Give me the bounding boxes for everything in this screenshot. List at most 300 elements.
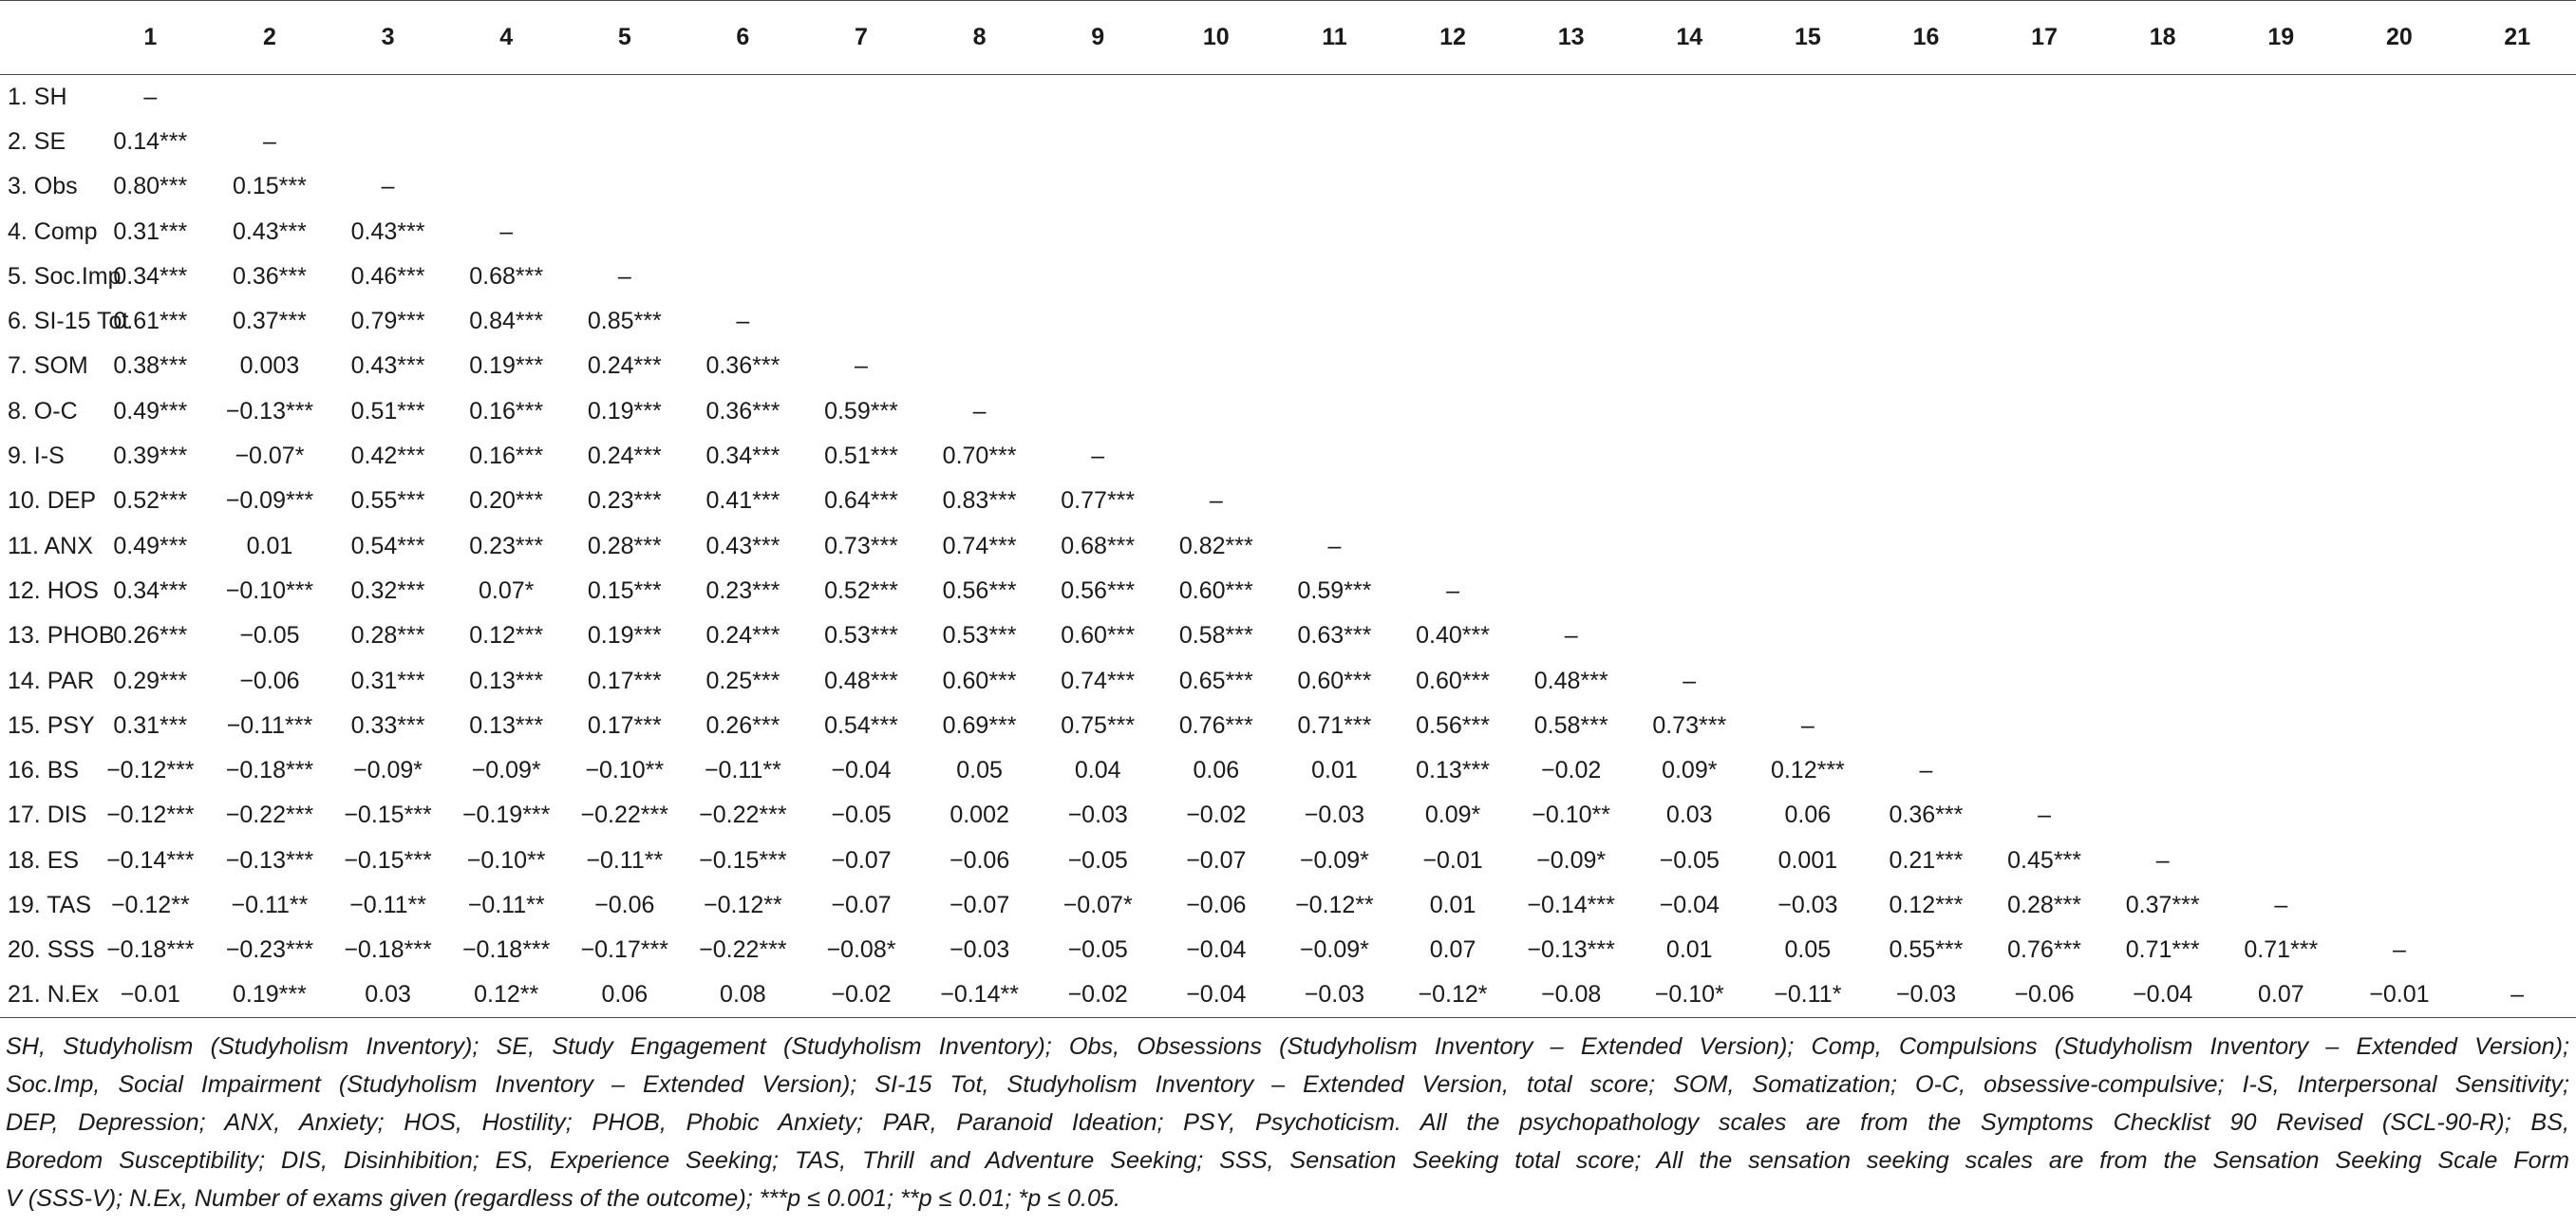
empty-cell: [1749, 389, 1868, 434]
table-cell: −0.14***: [106, 846, 195, 874]
table-cell: 0.002: [950, 802, 1009, 829]
empty-cell: [329, 75, 447, 120]
empty-cell: [1275, 299, 1394, 344]
footnote-line: Boredom Susceptibility; DIS, Disinhibition; ES, Experience Seeking; TAS, Thrill and Adventure Seeking; SSS, Sensation Seeking total score; All the sensation seeking scales are from the Sensation Seeking Scale Form: [6, 1147, 2569, 1174]
empty-cell: [2222, 299, 2341, 344]
empty-cell: [920, 255, 1039, 299]
row-label: 16. BS: [8, 757, 80, 784]
empty-cell: [1157, 209, 1276, 254]
table-cell: –: [2392, 936, 2406, 964]
table-cell: −0.09*: [471, 757, 541, 784]
empty-cell: [2458, 389, 2576, 434]
table-cell: 0.58***: [1533, 711, 1608, 739]
empty-cell: [2103, 75, 2222, 120]
empty-cell: [1867, 209, 1985, 254]
row-label: 3. Obs: [8, 173, 78, 200]
table-cell: −0.12***: [106, 757, 195, 784]
empty-cell: [2222, 479, 2341, 523]
table-cell: 0.34***: [113, 576, 188, 604]
row-label: 7. SOM: [8, 352, 88, 380]
table-cell: −0.09***: [225, 487, 314, 515]
row-label: 9. I-S: [8, 443, 65, 470]
empty-cell: [2103, 434, 2222, 479]
column-header-21: 21: [2458, 1, 2576, 75]
table-cell: 0.41***: [705, 487, 780, 515]
empty-cell: [1985, 75, 2104, 120]
empty-cell: [1630, 255, 1749, 299]
empty-cell: [2458, 704, 2576, 748]
table-cell: 0.51***: [350, 397, 425, 425]
row-label: 1. SH: [8, 83, 67, 110]
empty-cell: [2458, 479, 2576, 523]
empty-cell: [2222, 255, 2341, 299]
empty-cell: [2341, 523, 2459, 568]
empty-cell: [1157, 75, 1276, 120]
table-cell: −0.11***: [226, 711, 313, 739]
empty-cell: [1630, 479, 1749, 523]
table-cell: −0.05: [831, 802, 892, 829]
table-cell: 0.04: [1074, 757, 1121, 784]
row-label: 2. SE: [8, 127, 66, 155]
empty-cell: [1749, 299, 1868, 344]
column-header-5: 5: [565, 1, 684, 75]
table-row: [0, 164, 2576, 209]
table-row: [0, 434, 2576, 479]
table-cell: 0.71***: [2244, 936, 2319, 964]
empty-cell: [2458, 839, 2576, 883]
table-cell: 0.42***: [350, 443, 425, 470]
footnote-line: V (SSS-V); N.Ex, Number of exams given (regardless of the outcome); ***p ≤ 0.001; **p ≤ 0.01; *p ≤ 0.05.: [6, 1185, 1121, 1212]
empty-cell: [2341, 344, 2459, 388]
table-row: [0, 748, 2576, 793]
empty-cell: [2103, 209, 2222, 254]
column-header-11: 11: [1275, 1, 1394, 75]
table-cell: 0.25***: [705, 667, 780, 694]
empty-cell: [1512, 523, 1630, 568]
table-cell: 0.09*: [1424, 802, 1481, 829]
table-cell: −0.22***: [580, 802, 668, 829]
table-cell: –: [1564, 622, 1578, 650]
column-header-13: 13: [1512, 1, 1630, 75]
column-header-8: 8: [920, 1, 1039, 75]
table-body: [0, 75, 2576, 1018]
empty-cell: [1867, 255, 1985, 299]
table-cell: −0.07: [1186, 846, 1247, 874]
empty-cell: [2341, 748, 2459, 793]
table-cell: 0.23***: [705, 576, 780, 604]
empty-cell: [1275, 120, 1394, 164]
empty-cell: [1157, 344, 1276, 388]
table-cell: 0.13***: [469, 711, 544, 739]
table-cell: 0.29***: [113, 667, 188, 694]
table-cell: −0.14**: [920, 972, 1039, 1017]
table-cell: 0.07*: [478, 576, 535, 604]
empty-cell: [1394, 523, 1513, 568]
empty-cell: [1157, 434, 1276, 479]
table-cell: 0.36***: [705, 352, 780, 380]
table-cell: 0.32***: [350, 576, 425, 604]
table-cell: −0.15***: [344, 802, 432, 829]
empty-cell: [1985, 120, 2104, 164]
empty-cell: [1985, 614, 2104, 658]
table-cell: 0.15***: [233, 173, 307, 200]
empty-cell: [1157, 389, 1276, 434]
empty-cell: [1394, 255, 1513, 299]
empty-cell: [1512, 120, 1630, 164]
table-cell: −0.13***: [225, 397, 314, 425]
empty-cell: [1749, 479, 1868, 523]
empty-cell: [1749, 75, 1868, 120]
empty-cell: [2458, 434, 2576, 479]
empty-cell: [2458, 255, 2576, 299]
table-cell: −0.11**: [586, 846, 664, 874]
table-cell: 0.03: [1665, 802, 1713, 829]
empty-cell: [565, 164, 684, 209]
empty-cell: [1985, 164, 2104, 209]
empty-cell: [2341, 479, 2459, 523]
empty-cell: [1394, 120, 1513, 164]
empty-cell: [1867, 434, 1985, 479]
empty-cell: [2341, 164, 2459, 209]
empty-cell: [2458, 299, 2576, 344]
table-cell: 0.79***: [350, 308, 425, 335]
table-cell: –: [736, 308, 750, 335]
empty-cell: [2341, 658, 2459, 703]
table-cell: −0.04: [1659, 891, 1720, 918]
table-cell: 0.53***: [824, 622, 898, 650]
table-cell: −0.09*: [1299, 846, 1369, 874]
table-cell: 0.19***: [469, 352, 544, 380]
empty-cell: [920, 75, 1039, 120]
table-cell: –: [1327, 532, 1342, 559]
table-cell: –: [972, 397, 987, 425]
table-cell: 0.76***: [1178, 711, 1253, 739]
empty-cell: [684, 255, 802, 299]
table-cell: −0.22***: [225, 802, 314, 829]
table-cell: −0.18***: [344, 936, 432, 964]
empty-cell: [2103, 658, 2222, 703]
table-cell: 0.17***: [587, 711, 662, 739]
table-row: [0, 344, 2576, 388]
table-cell: 0.31***: [113, 217, 188, 245]
empty-cell: [2341, 120, 2459, 164]
empty-cell: [2103, 344, 2222, 388]
empty-cell: [1512, 75, 1630, 120]
table-cell: 0.60***: [1416, 667, 1490, 694]
row-label: 21. N.Ex: [0, 972, 90, 1017]
table-cell: 0.43***: [705, 532, 780, 559]
table-row: [0, 523, 2576, 568]
empty-cell: [2458, 164, 2576, 209]
empty-cell: [2103, 748, 2222, 793]
empty-cell: [1749, 658, 1868, 703]
table-cell: −0.02: [802, 972, 921, 1017]
table-cell: 0.07: [1429, 936, 1476, 964]
table-cell: 0.15***: [587, 576, 662, 604]
table-cell: −0.04: [1186, 936, 1247, 964]
table-cell: 0.60***: [1178, 576, 1253, 604]
empty-cell: [565, 120, 684, 164]
table-cell: −0.17***: [580, 936, 668, 964]
column-header-15: 15: [1749, 1, 1868, 75]
empty-cell: [1039, 209, 1157, 254]
empty-cell: [2458, 793, 2576, 838]
empty-cell: [802, 164, 921, 209]
table-cell: 0.82***: [1178, 532, 1253, 559]
column-header-9: 9: [1039, 1, 1157, 75]
table-cell: −0.09*: [1299, 936, 1369, 964]
table-cell: −0.18***: [225, 757, 314, 784]
footnote-line: Soc.Imp, Social Impairment (Studyholism Inventory – Extended Version); SI-15 Tot, Studyholism Inventory – Extended Version, total score; SOM, Somatization; O-C, obsessive-compulsive; I-S, Interpersonal Sensitivity;: [6, 1071, 2569, 1098]
row-label: 5. Soc.Imp: [8, 262, 122, 290]
empty-cell: [2103, 479, 2222, 523]
empty-cell: [2222, 748, 2341, 793]
empty-cell: [1394, 164, 1513, 209]
empty-cell: [2341, 75, 2459, 120]
empty-cell: [1039, 164, 1157, 209]
empty-cell: [2458, 883, 2576, 928]
empty-cell: [1630, 164, 1749, 209]
table-cell: 0.71***: [1297, 711, 1372, 739]
empty-cell: [1157, 255, 1276, 299]
table-cell: −0.12**: [1295, 891, 1374, 918]
table-cell: −0.07*: [235, 443, 305, 470]
empty-cell: [684, 75, 802, 120]
table-cell: −0.09*: [353, 757, 423, 784]
table-row: [0, 928, 2576, 972]
empty-cell: [1867, 658, 1985, 703]
table-cell: 0.39***: [113, 443, 188, 470]
empty-cell: [2103, 164, 2222, 209]
table-cell: −0.02: [1186, 802, 1247, 829]
empty-cell: [2103, 569, 2222, 614]
empty-cell: [2103, 389, 2222, 434]
table-cell: 0.83***: [942, 487, 1017, 515]
empty-cell: [1157, 164, 1276, 209]
column-header-18: 18: [2103, 1, 2222, 75]
empty-cell: [1275, 255, 1394, 299]
table-cell: −0.11**: [467, 891, 545, 918]
empty-cell: [1630, 120, 1749, 164]
column-header-14: 14: [1630, 1, 1749, 75]
empty-cell: [1039, 255, 1157, 299]
empty-cell: [2341, 569, 2459, 614]
table-cell: 0.68***: [469, 262, 544, 290]
table-row: [0, 658, 2576, 703]
table-cell: 0.73***: [1652, 711, 1727, 739]
table-cell: −0.02: [1039, 972, 1157, 1017]
table-cell: −0.03: [1304, 802, 1365, 829]
empty-cell: [1985, 434, 2104, 479]
table-cell: 0.75***: [1061, 711, 1136, 739]
table-cell: −0.14***: [1527, 891, 1615, 918]
empty-cell: [2222, 344, 2341, 388]
table-cell: 0.63***: [1297, 622, 1372, 650]
table-cell: −0.04: [831, 757, 892, 784]
empty-cell: [2103, 299, 2222, 344]
table-cell: −0.05: [1067, 936, 1128, 964]
empty-cell: [1512, 479, 1630, 523]
table-row: [0, 299, 2576, 344]
table-cell: −0.12***: [106, 802, 195, 829]
table-cell: 0.59***: [1297, 576, 1372, 604]
empty-cell: [1394, 344, 1513, 388]
empty-cell: [2222, 614, 2341, 658]
table-cell: 0.45***: [2007, 846, 2082, 874]
table-cell: –: [617, 262, 631, 290]
empty-cell: [1985, 209, 2104, 254]
table-cell: 0.84***: [469, 308, 544, 335]
table-cell: −0.04: [1157, 972, 1276, 1017]
table-cell: 0.05: [956, 757, 1003, 784]
empty-cell: [329, 120, 447, 164]
table-cell: –: [1446, 576, 1459, 604]
empty-cell: [1394, 209, 1513, 254]
table-cell: –: [2155, 846, 2170, 874]
table-cell: –: [381, 173, 395, 200]
table-cell: 0.60***: [942, 667, 1017, 694]
empty-cell: [1749, 344, 1868, 388]
empty-cell: [1039, 75, 1157, 120]
table-cell: 0.60***: [1297, 667, 1372, 694]
table-cell: 0.60***: [1061, 622, 1136, 650]
empty-cell: [2458, 344, 2576, 388]
empty-cell: [2458, 209, 2576, 254]
table-cell: −0.15***: [699, 846, 787, 874]
empty-cell: [684, 120, 802, 164]
table-cell: 0.33***: [350, 711, 425, 739]
empty-cell: [1394, 389, 1513, 434]
table-cell: −0.06: [1985, 972, 2104, 1017]
empty-cell: [1275, 434, 1394, 479]
table-cell: 0.85***: [587, 308, 662, 335]
empty-cell: [565, 209, 684, 254]
table-row: [0, 209, 2576, 254]
empty-cell: [2222, 209, 2341, 254]
table-cell: 0.73***: [824, 532, 898, 559]
table-cell: −0.10*: [1630, 972, 1749, 1017]
table-cell: 0.43***: [350, 352, 425, 380]
table-cell: –: [1919, 757, 1933, 784]
table-cell: 0.24***: [705, 622, 780, 650]
table-cell: –: [1683, 667, 1697, 694]
table-cell: 0.26***: [705, 711, 780, 739]
empty-cell: [2458, 658, 2576, 703]
table-row: [0, 75, 2576, 120]
table-row: [0, 389, 2576, 434]
table-cell: 0.69***: [942, 711, 1017, 739]
empty-cell: [1630, 569, 1749, 614]
empty-cell: [2222, 839, 2341, 883]
empty-cell: [2222, 523, 2341, 568]
row-label: 15. PSY: [8, 711, 95, 739]
empty-cell: [447, 75, 566, 120]
row-label: 10. DEP: [8, 487, 97, 515]
empty-cell: [1039, 389, 1157, 434]
table-cell: 0.17***: [587, 667, 662, 694]
empty-cell: [1630, 389, 1749, 434]
empty-cell: [2458, 748, 2576, 793]
empty-cell: [1985, 523, 2104, 568]
table-cell: 0.48***: [824, 667, 898, 694]
table-cell: 0.61***: [113, 308, 188, 335]
footnote-line: DEP, Depression; ANX, Anxiety; HOS, Hostility; PHOB, Phobic Anxiety; PAR, Paranoid Ideation; PSY, Psychoticism. All the psychopathology scales are from the Symptoms Checklist 90 Revised (SCL-90-R); BS,: [6, 1109, 2569, 1136]
table-cell: −0.11**: [349, 891, 426, 918]
table-cell: 0.31***: [350, 667, 425, 694]
table-cell: 0.55***: [350, 487, 425, 515]
empty-cell: [920, 164, 1039, 209]
table-cell: 0.01: [1665, 936, 1713, 964]
empty-cell: [920, 209, 1039, 254]
empty-cell: [2222, 658, 2341, 703]
empty-cell: [802, 209, 921, 254]
table-cell: 0.003: [239, 352, 300, 380]
empty-cell: [2103, 614, 2222, 658]
table-cell: 0.56***: [942, 576, 1017, 604]
table-cell: −0.01: [90, 972, 211, 1017]
table-cell: 0.65***: [1178, 667, 1253, 694]
empty-cell: [1157, 120, 1276, 164]
table-cell: −0.15***: [344, 846, 432, 874]
table-cell: 0.01: [246, 532, 293, 559]
table-cell: 0.53***: [942, 622, 1017, 650]
table-cell: −0.05: [1659, 846, 1720, 874]
table-cell: 0.06: [1193, 757, 1240, 784]
empty-cell: [1394, 479, 1513, 523]
row-label: 11. ANX: [8, 532, 93, 559]
table-cell: −0.03: [1777, 891, 1838, 918]
empty-cell: [684, 209, 802, 254]
table-cell: 0.52***: [824, 576, 898, 604]
table-cell: 0.13***: [469, 667, 544, 694]
empty-cell: [1630, 209, 1749, 254]
table-cell: 0.49***: [113, 532, 188, 559]
empty-cell: [1867, 75, 1985, 120]
row-label: 19. TAS: [8, 891, 92, 918]
column-header-17: 17: [1985, 1, 2104, 75]
empty-cell: [1630, 523, 1749, 568]
table-cell: 0.28***: [2007, 891, 2082, 918]
table-cell: 0.74***: [942, 532, 1017, 559]
empty-cell: [1630, 434, 1749, 479]
empty-cell: [2341, 883, 2459, 928]
table-cell: 0.12***: [1889, 891, 1964, 918]
empty-cell: [1985, 704, 2104, 748]
table-cell: −0.13***: [225, 846, 314, 874]
table-cell: –: [143, 83, 158, 110]
table-footnote: [6, 1028, 2569, 1218]
table-cell: 0.43***: [233, 217, 307, 245]
empty-cell: [1985, 479, 2104, 523]
table-cell: 0.58***: [1178, 622, 1253, 650]
empty-cell: [2222, 793, 2341, 838]
table-cell: –: [2274, 891, 2288, 918]
table-cell: 0.31***: [113, 711, 188, 739]
empty-cell: [1867, 120, 1985, 164]
column-header-7: 7: [802, 1, 921, 75]
table-cell: 0.23***: [469, 532, 544, 559]
empty-cell: [447, 120, 566, 164]
empty-cell: [2458, 928, 2576, 972]
table-cell: −0.04: [2103, 972, 2222, 1017]
empty-cell: [802, 120, 921, 164]
empty-cell: [2341, 209, 2459, 254]
table-cell: –: [1800, 711, 1814, 739]
empty-cell: [1749, 434, 1868, 479]
table-cell: 0.23***: [587, 487, 662, 515]
empty-cell: [802, 299, 921, 344]
table-cell: −0.22***: [699, 802, 787, 829]
